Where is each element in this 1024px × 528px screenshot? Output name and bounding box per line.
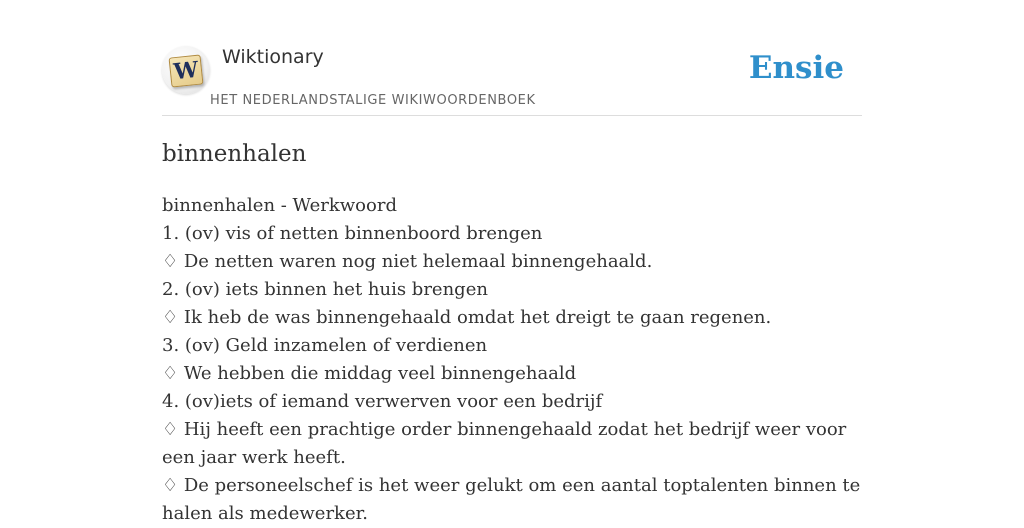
wiktionary-logo-icon[interactable] — [162, 46, 210, 94]
definition-line: 1. (ov) vis of netten binnenboord brengen — [162, 223, 543, 244]
example-line: ♢ De netten waren nog niet helemaal binnengehaald. — [162, 251, 653, 272]
definition-line: 4. (ov)iets of iemand verwerven voor een bedrijf — [162, 391, 603, 412]
word-type-line: binnenhalen - Werkwoord — [162, 195, 397, 216]
definition-line: 3. (ov) Geld inzamelen of verdienen — [162, 335, 488, 356]
example-line: ♢ We hebben die middag veel binnengehaald — [162, 363, 577, 384]
entry-title: binnenhalen — [162, 141, 307, 167]
site-tagline: HET NEDERLANDSTALIGE WIKIWOORDENBOEK — [210, 93, 536, 108]
entry-content — [162, 136, 862, 528]
logo-tile — [169, 54, 204, 87]
site-header — [162, 0, 862, 116]
entry-definition — [162, 192, 862, 528]
ensie-brand-logo[interactable]: Ensie — [748, 50, 844, 86]
example-line: ♢ Ik heb de was binnengehaald omdat het dreigt te gaan regenen. — [162, 307, 772, 328]
site-name-link[interactable]: Wiktionary — [222, 46, 324, 68]
example-line: ♢ De personeelschef is het weer gelukt om een aantal toptalenten binnen te halen als medewerker. — [162, 475, 861, 524]
logo-letter: W — [172, 56, 200, 86]
definition-line: 2. (ov) iets binnen het huis brengen — [162, 279, 488, 300]
example-line: ♢ Hij heeft een prachtige order binnengehaald zodat het bedrijf weer voor een jaar werk heeft. — [162, 419, 847, 468]
